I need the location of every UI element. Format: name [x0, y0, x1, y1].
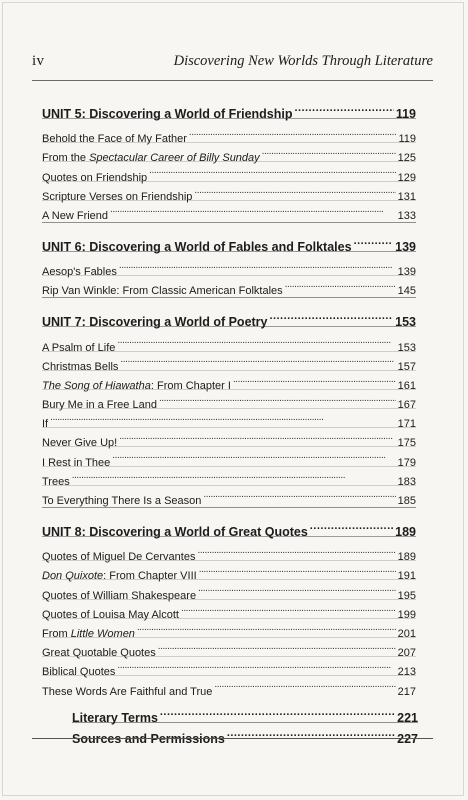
dot-leader — [110, 201, 396, 219]
entry-page: 157 — [397, 360, 416, 373]
unit-heading[interactable] — [42, 306, 416, 330]
entry-title: Rip Van Winkle: From Classic American Folktales — [42, 285, 283, 298]
toc-entry[interactable] — [42, 428, 416, 450]
dot-leader — [160, 702, 395, 722]
entry-title: Biblical Quotes — [42, 666, 116, 679]
unit-title: UNIT 7: Discovering a World of Poetry — [42, 315, 268, 330]
dot-leader — [159, 390, 396, 408]
toc-entry[interactable] — [42, 542, 416, 564]
running-header — [32, 53, 433, 77]
entry-title: Christmas Bells — [42, 360, 119, 373]
dot-leader — [137, 619, 396, 637]
entry-title: The Song of Hiawatha: From Chapter I — [42, 379, 231, 392]
toc-entry[interactable] — [42, 409, 416, 431]
entry-page: 217 — [397, 685, 416, 698]
entry-page: 189 — [397, 551, 416, 564]
entry-title: Don Quixote: From Chapter VIII — [42, 570, 197, 583]
entry-title: Quotes of Louisa May Alcott — [42, 608, 179, 621]
entry-page: 201 — [397, 627, 416, 640]
dot-leader — [158, 638, 396, 656]
toc-entry[interactable] — [42, 124, 416, 146]
entry-title: Literary Terms — [72, 710, 158, 725]
dot-leader — [119, 257, 396, 275]
entry-title: Bury Me in a Free Land — [42, 399, 157, 412]
dot-leader — [117, 332, 395, 350]
header-rule — [32, 80, 433, 81]
entry-title: If — [42, 418, 49, 431]
dot-leader — [189, 124, 397, 142]
toc-unit-6 — [42, 231, 416, 298]
toc-entry[interactable] — [42, 486, 416, 507]
table-of-contents — [42, 98, 418, 746]
entry-page: 153 — [397, 341, 416, 354]
entry-title: Aesop's Fables — [42, 266, 117, 279]
dot-leader — [262, 143, 396, 161]
unit-page: 119 — [395, 107, 416, 121]
entry-page: 207 — [397, 647, 416, 660]
entry-page: 167 — [397, 399, 416, 412]
page-number: iv — [32, 53, 45, 69]
dot-leader — [181, 600, 396, 618]
entry-title: Scripture Verses on Friendship — [42, 190, 193, 203]
entry-page: 133 — [397, 209, 416, 222]
dot-leader — [194, 182, 395, 200]
dot-leader — [197, 542, 395, 560]
dot-leader — [149, 162, 395, 180]
dot-leader — [310, 516, 393, 536]
entry-title: Sources and Permissions — [72, 731, 225, 746]
entry-page: 199 — [397, 608, 416, 621]
dot-leader — [50, 409, 396, 427]
entry-title: Quotes on Friendship — [42, 171, 148, 184]
unit-title: UNIT 8: Discovering a World of Great Quotes — [42, 525, 308, 539]
back-matter — [72, 702, 418, 746]
toc-entry[interactable] — [42, 257, 416, 279]
dot-leader — [120, 352, 395, 370]
unit-heading[interactable] — [42, 231, 416, 254]
dot-leader — [119, 428, 395, 446]
unit-page: 153 — [395, 315, 416, 330]
entry-title: Never Give Up! — [42, 437, 118, 450]
entry-page: 227 — [397, 731, 418, 746]
toc-entry-literary-terms[interactable] — [72, 702, 418, 723]
entry-page: 213 — [397, 666, 416, 679]
entry-title: These Words Are Faithful and True — [42, 685, 213, 698]
entry-page: 175 — [397, 437, 416, 450]
entry-page: 171 — [397, 418, 416, 431]
dot-leader — [117, 657, 395, 675]
entry-title: From the Spectacular Career of Billy Sunday — [42, 152, 260, 165]
dot-leader — [198, 580, 396, 598]
entry-page: 221 — [397, 710, 418, 725]
entry-page: 119 — [398, 133, 416, 146]
entry-title: To Everything There Is a Season — [42, 495, 202, 507]
dot-leader — [227, 723, 395, 743]
entry-page: 131 — [397, 190, 416, 203]
dot-leader — [112, 447, 395, 465]
entry-title: Quotes of William Shakespeare — [42, 589, 197, 602]
dot-leader — [295, 98, 394, 118]
book-title: Discovering New Worlds Through Literature — [173, 53, 433, 69]
entry-title: From Little Women — [42, 627, 135, 640]
unit-title: UNIT 5: Discovering a World of Friendship — [42, 107, 293, 121]
entry-page: 195 — [397, 589, 416, 602]
entry-title: Trees — [42, 475, 70, 488]
entry-page: 161 — [397, 379, 416, 392]
dot-leader — [285, 276, 396, 294]
entry-page: 183 — [397, 475, 416, 488]
dot-leader — [203, 486, 395, 504]
footer-rule — [32, 738, 433, 739]
unit-page: 139 — [395, 239, 416, 254]
dot-leader — [270, 306, 394, 326]
dot-leader — [72, 467, 396, 485]
dot-leader — [214, 676, 395, 694]
toc-entry[interactable] — [42, 467, 416, 486]
entry-title: A Psalm of Life — [42, 341, 116, 354]
toc-unit-5 — [42, 98, 416, 223]
entry-title: Behold the Face of My Father — [42, 133, 187, 146]
unit-page: 189 — [395, 525, 416, 539]
entry-title: I Rest in Thee — [42, 456, 111, 469]
entry-page: 129 — [397, 171, 416, 184]
toc-unit-7 — [42, 306, 416, 508]
entry-page: 185 — [397, 495, 416, 507]
entry-page: 139 — [397, 266, 416, 279]
toc-entry[interactable] — [42, 332, 416, 354]
entry-title: Quotes of Miguel De Cervantes — [42, 551, 196, 564]
unit-heading[interactable] — [42, 98, 416, 121]
unit-title: UNIT 6: Discovering a World of Fables and Folktales — [42, 239, 352, 254]
dot-leader — [199, 561, 396, 579]
toc-unit-8 — [42, 516, 416, 698]
entry-page: 145 — [397, 285, 416, 298]
unit-heading[interactable] — [42, 516, 416, 539]
dot-leader — [233, 371, 396, 389]
entry-title: Great Quotable Quotes — [42, 647, 156, 660]
entry-title: A New Friend — [42, 209, 109, 222]
entry-page: 191 — [397, 570, 416, 583]
dot-leader — [354, 231, 394, 251]
entry-page: 179 — [397, 456, 416, 469]
entry-page: 125 — [397, 152, 416, 165]
